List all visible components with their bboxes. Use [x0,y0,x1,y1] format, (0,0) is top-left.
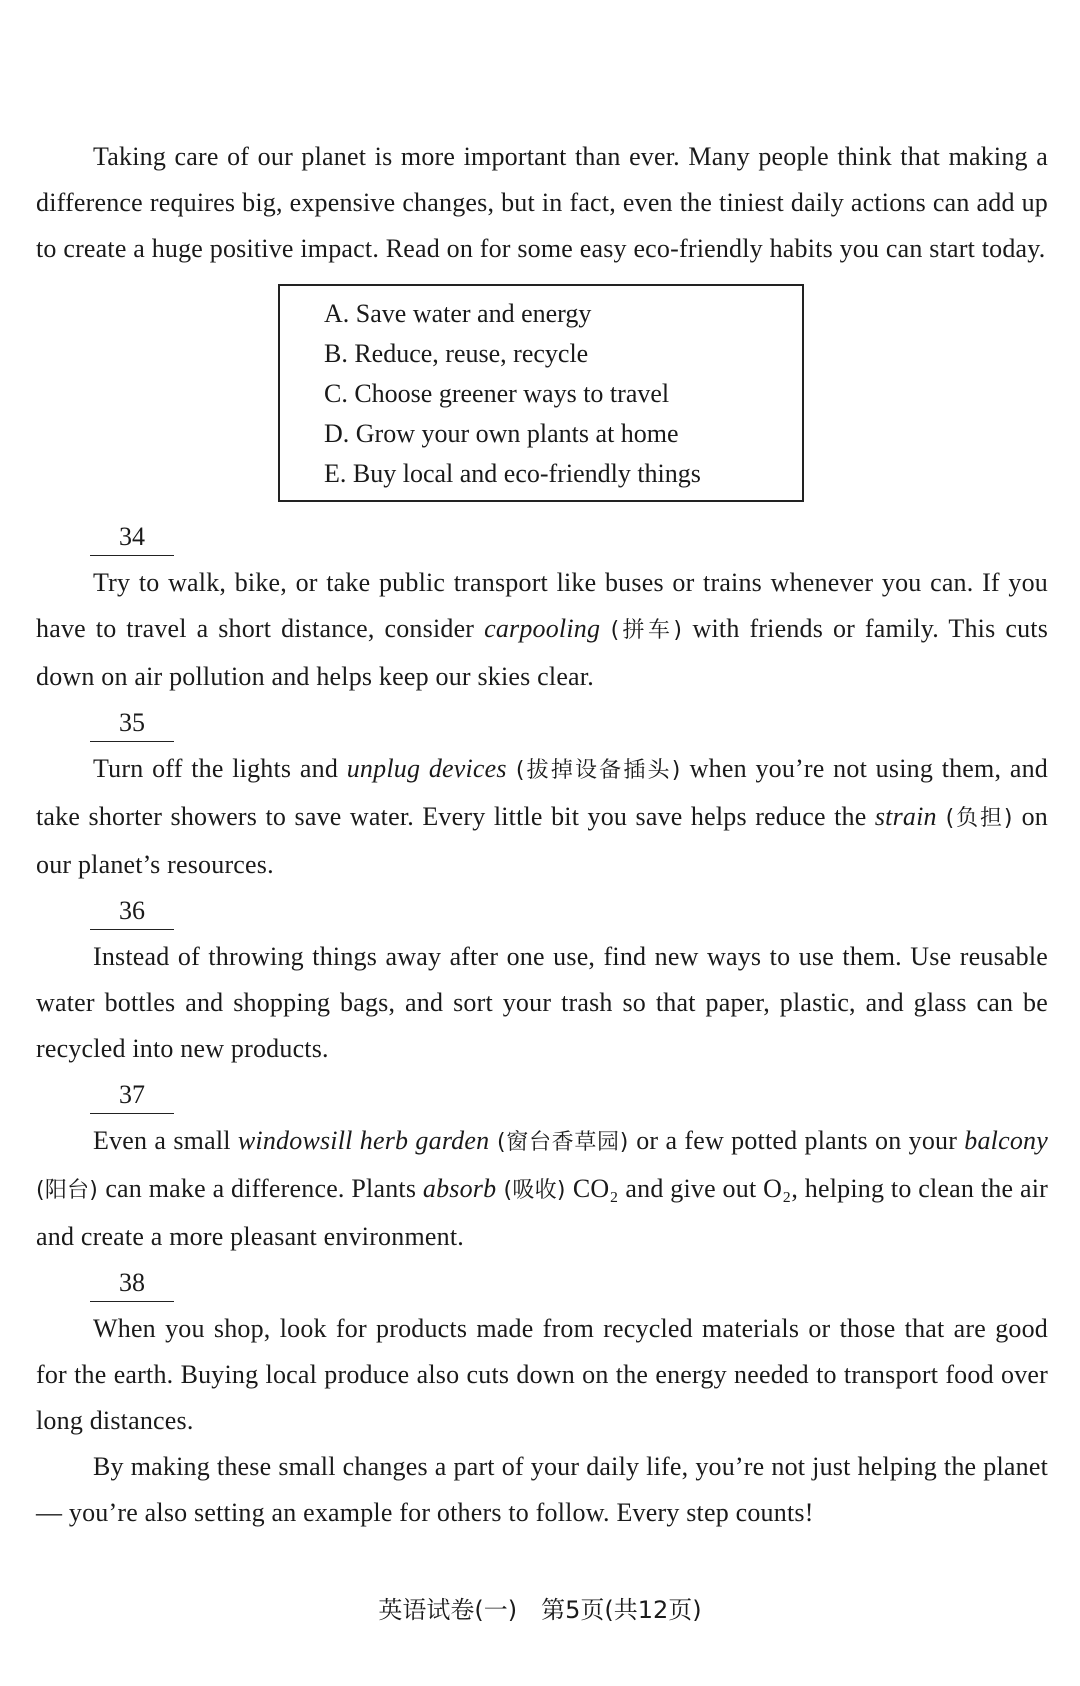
text-segment: Even a small [93,1126,238,1155]
paragraph-38: When you shop, look for products made from recycled materials or those that are good for the earth. Buying local produce also cuts down on the energy needed to transport food over long distances. [36,1314,1048,1435]
text-segment: on our planet’s resources. [36,802,1048,879]
question-35-blank-line [36,700,1048,746]
text-segment: or a few potted plants on your [636,1126,965,1155]
text-segment: with friends or family. This cuts down on air pollution and helps keep our skies clear. [36,614,1049,691]
italic-term: balcony [964,1126,1048,1155]
question-38-blank-line [36,1260,1048,1306]
option-d: D. Grow your own plants at home [324,419,679,448]
italic-term: strain [874,802,937,831]
chinese-gloss: (阳台) [36,1178,106,1203]
question-37-blank-line [36,1072,1048,1118]
text-segment: Turn off the lights and [93,754,347,783]
chinese-gloss: (负担) [936,806,1022,831]
option-b: B. Reduce, reuse, recycle [324,339,589,368]
text-segment: CO₂ and give out O₂, helping to clean the air and create a more pleasant environment. [36,1174,1048,1251]
italic-term: windowsill herb garden [237,1126,490,1155]
option-e: E. Buy local and eco-friendly things [324,459,701,488]
paragraph-35 [36,746,1048,888]
italic-term: carpooling [484,614,601,643]
paragraph-34 [36,560,1048,700]
answer-blank-35[interactable]: 35 [90,705,174,742]
option-a: A. Save water and energy [324,299,592,328]
chinese-gloss: (窗台香草园) [489,1130,637,1155]
question-36-blank-line [36,888,1048,934]
option-c: C. Choose greener ways to travel [324,379,670,408]
answer-blank-38[interactable]: 38 [90,1265,174,1302]
answer-blank-37[interactable]: 37 [90,1077,174,1114]
conclusion-paragraph: By making these small changes a part of your daily life, you’re not just helping the planet — you’re also setting an example for others to follow. Every step counts! [36,1452,1048,1527]
paragraph-37 [36,1118,1048,1260]
paragraph-36: Instead of throwing things away after one use, find new ways to use them. Use reusable water bottles and shopping bags, and sort your trash so that paper, plastic, and glass can be recycled into new products. [36,942,1048,1063]
answer-blank-36[interactable]: 36 [90,893,174,930]
italic-term: unplug devices [346,754,507,783]
text-segment: when you’re not using them, and take shorter showers to save water. Every little bit you save helps reduce the [36,754,1048,831]
italic-term: absorb [422,1174,497,1203]
text-segment: Try to walk, bike, or take public transport like buses or trains whenever you can. If you have to travel a short distance, consider [36,568,1048,643]
answer-blank-34[interactable]: 34 [90,519,174,556]
chinese-gloss: (拼车) [600,618,693,643]
reading-passage [36,134,1048,1536]
text-segment: can make a difference. Plants [105,1174,423,1203]
intro-paragraph: Taking care of our planet is more important than ever. Many people think that making a difference requires big, expensive changes, but in fact, even the tiniest daily actions can add up to create a huge positive impact. Read on for some easy eco-friendly habits you can start today. [36,142,1048,263]
options-box [278,284,804,502]
chinese-gloss: (吸收) [496,1178,573,1203]
question-34-blank-line [36,514,1048,560]
page-footer: 英语试卷(一) 第5页(共12页) [378,1596,702,1624]
chinese-gloss: (拔掉设备插头) [506,758,690,783]
